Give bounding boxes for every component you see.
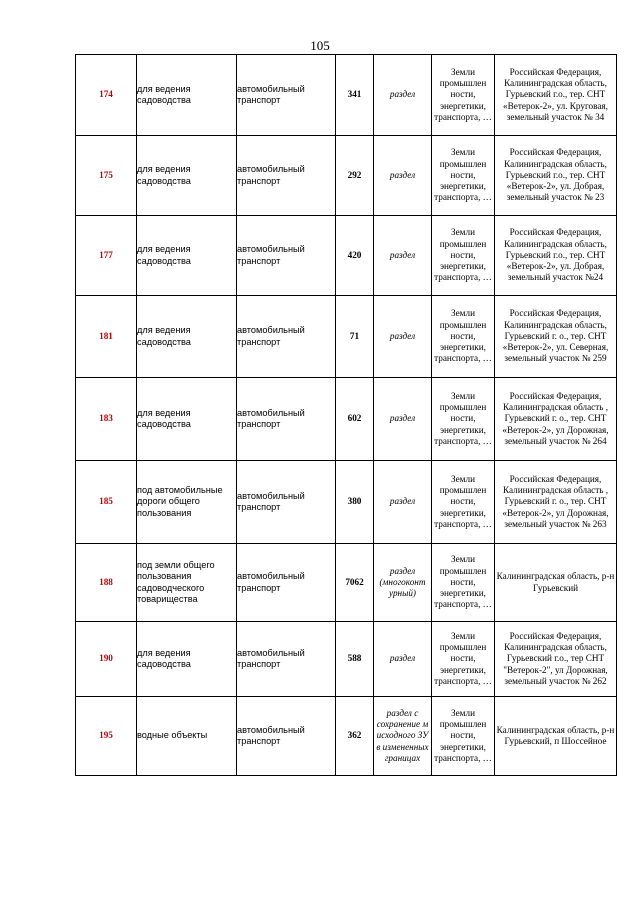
plot-number-cell: 177 bbox=[76, 216, 137, 296]
table-row bbox=[76, 697, 617, 776]
area-cell: 292 bbox=[336, 136, 374, 216]
permitted-use-cell: для ведения садоводства bbox=[137, 216, 237, 296]
address-cell: Российская Федерация, Калининградская область, Гурьевский г.о., тер. СНТ «Ветерок-2», ул. Добрая, земельный участок № 23 bbox=[495, 136, 617, 216]
use-description-cell: автомобильный транспорт bbox=[237, 296, 336, 378]
permitted-use-cell: водные объекты bbox=[137, 697, 237, 776]
land-category-cell: Земли промышлен ности, энергетики, транспорта, … bbox=[432, 55, 495, 136]
area-cell: 362 bbox=[336, 697, 374, 776]
formation-method-cell: раздел bbox=[374, 136, 432, 216]
plot-number-cell: 175 bbox=[76, 136, 137, 216]
area-cell: 341 bbox=[336, 55, 374, 136]
table-body bbox=[76, 55, 617, 776]
area-cell: 602 bbox=[336, 378, 374, 461]
land-category-cell: Земли промышлен ности, энергетики, транспорта, … bbox=[432, 461, 495, 544]
use-description-cell: автомобильный транспорт bbox=[237, 622, 336, 697]
land-category-cell: Земли промышлен ности, энергетики, транспорта, … bbox=[432, 378, 495, 461]
area-cell: 380 bbox=[336, 461, 374, 544]
formation-method-cell: раздел bbox=[374, 55, 432, 136]
address-cell: Калининградская область, р-н Гурьевский, п Шоссейное bbox=[495, 697, 617, 776]
address-cell: Российская Федерация, Калининградская область, Гурьевский г. о., тер. СНТ «Ветерок-2», ул. Северная, земельный участок № 259 bbox=[495, 296, 617, 378]
permitted-use-cell: для ведения садоводства bbox=[137, 622, 237, 697]
permitted-use-cell: для ведения садоводства bbox=[137, 136, 237, 216]
area-cell: 588 bbox=[336, 622, 374, 697]
area-cell: 420 bbox=[336, 216, 374, 296]
plot-number-cell: 185 bbox=[76, 461, 137, 544]
use-description-cell: автомобильный транспорт bbox=[237, 544, 336, 622]
use-description-cell: автомобильный транспорт bbox=[237, 461, 336, 544]
use-description-cell: автомобильный транспорт bbox=[237, 697, 336, 776]
plot-number-cell: 174 bbox=[76, 55, 137, 136]
plot-number-cell: 188 bbox=[76, 544, 137, 622]
table-row bbox=[76, 544, 617, 622]
address-cell: Российская Федерация, Калининградская область, Гурьевский г.о., тер СНТ "Ветерок-2", ул Дорожная, земельный участок № 262 bbox=[495, 622, 617, 697]
plot-number-cell: 190 bbox=[76, 622, 137, 697]
area-cell: 71 bbox=[336, 296, 374, 378]
table-row bbox=[76, 296, 617, 378]
table-row bbox=[76, 136, 617, 216]
land-category-cell: Земли промышлен ности, энергетики, транспорта, … bbox=[432, 136, 495, 216]
address-cell: Российская Федерация, Калининградская область , Гурьевский г. о., тер. СНТ «Ветерок-2», ул Дорожная, земельный участок № 264 bbox=[495, 378, 617, 461]
permitted-use-cell: под автомобильные дороги общего пользования bbox=[137, 461, 237, 544]
permitted-use-cell: для ведения садоводства bbox=[137, 378, 237, 461]
formation-method-cell: раздел bbox=[374, 216, 432, 296]
land-category-cell: Земли промышлен ности, энергетики, транспорта, … bbox=[432, 216, 495, 296]
permitted-use-cell: под земли общего пользования садоводческого товарищества bbox=[137, 544, 237, 622]
use-description-cell: автомобильный транспорт bbox=[237, 216, 336, 296]
formation-method-cell: раздел bbox=[374, 296, 432, 378]
plot-number-cell: 181 bbox=[76, 296, 137, 378]
formation-method-cell: раздел bbox=[374, 378, 432, 461]
permitted-use-cell: для ведения садоводства bbox=[137, 55, 237, 136]
land-plots-table bbox=[75, 54, 617, 776]
address-cell: Российская Федерация, Калининградская область, Гурьевский г.о., тер. СНТ «Ветерок-2», ул. Круговая, земельный участок № 34 bbox=[495, 55, 617, 136]
formation-method-cell: раздел bbox=[374, 622, 432, 697]
table-row bbox=[76, 622, 617, 697]
use-description-cell: автомобильный транспорт bbox=[237, 378, 336, 461]
plot-number-cell: 195 bbox=[76, 697, 137, 776]
formation-method-cell: раздел bbox=[374, 461, 432, 544]
table-row bbox=[76, 55, 617, 136]
land-category-cell: Земли промышлен ности, энергетики, транспорта, … bbox=[432, 296, 495, 378]
table-row bbox=[76, 461, 617, 544]
area-cell: 7062 bbox=[336, 544, 374, 622]
formation-method-cell: раздел с сохранение м исходного ЗУ в измененных границах bbox=[374, 697, 432, 776]
table-row bbox=[76, 216, 617, 296]
address-cell: Калининградская область, р-н Гурьевский bbox=[495, 544, 617, 622]
table-row bbox=[76, 378, 617, 461]
use-description-cell: автомобильный транспорт bbox=[237, 55, 336, 136]
formation-method-cell: раздел (многоконт урный) bbox=[374, 544, 432, 622]
use-description-cell: автомобильный транспорт bbox=[237, 136, 336, 216]
land-category-cell: Земли промышлен ности, энергетики, транспорта, … bbox=[432, 622, 495, 697]
land-category-cell: Земли промышлен ности, энергетики, транспорта, … bbox=[432, 544, 495, 622]
plot-number-cell: 183 bbox=[76, 378, 137, 461]
page-number: 105 bbox=[310, 38, 330, 53]
address-cell: Российская Федерация, Калининградская область , Гурьевский г. о., тер. СНТ «Ветерок-2», ул Дорожная, земельный участок № 263 bbox=[495, 461, 617, 544]
permitted-use-cell: для ведения садоводства bbox=[137, 296, 237, 378]
land-category-cell: Земли промышлен ности, энергетики, транспорта, … bbox=[432, 697, 495, 776]
address-cell: Российская Федерация, Калининградская область, Гурьевский г.о., тер. СНТ «Ветерок-2», ул. Добрая, земельный участок №24 bbox=[495, 216, 617, 296]
